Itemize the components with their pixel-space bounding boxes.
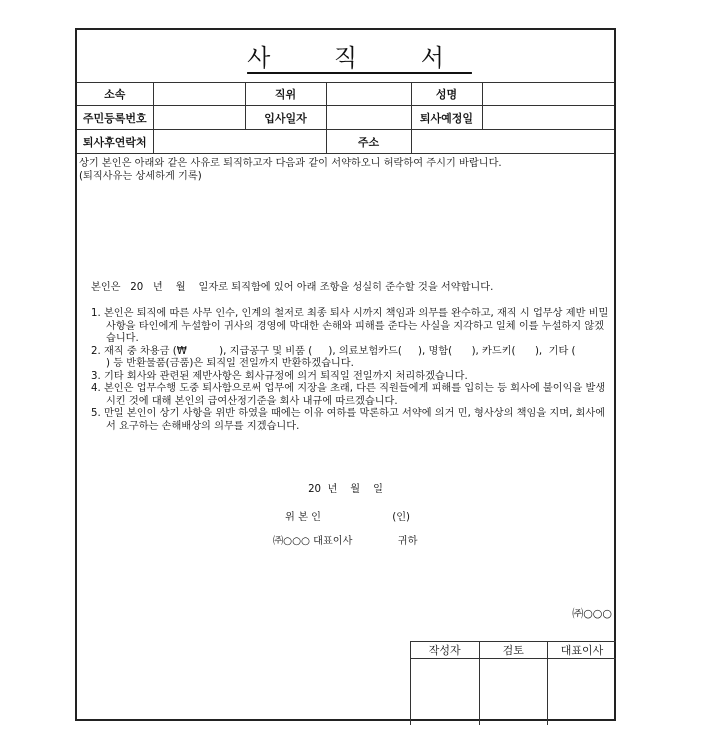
addressee-line: ㈜○○○ 대표이사 귀하 — [273, 536, 418, 547]
intro-note: (퇴직사유는 상세하게 기록) — [79, 170, 202, 182]
planned-leave-field[interactable] — [482, 106, 614, 130]
approval-box — [410, 641, 616, 725]
affiliation-label: 소속 — [77, 82, 153, 106]
pledge-list — [91, 308, 625, 433]
contact-label: 퇴사후연락처 — [77, 130, 153, 154]
approval-ceo-sign[interactable] — [548, 659, 617, 726]
form-title: 사 직 서 — [77, 30, 614, 83]
table-row — [411, 659, 617, 726]
list-item: 2. 재직 중 차용금 (₩ ), 지급공구 및 비품 ( ), 의료보험카드( ), 명함( ), 카드키( ), 기타 ( ) 등 반환물품(금품)은 퇴직일 전일까지 반환하겠습니다. — [91, 345, 625, 369]
list-item: 4. 본인은 업무수행 도중 퇴사함으로써 업무에 지장을 초래, 다른 직원들에게 피해를 입히는 등 회사에 불이익을 발생시킨 것에 대해 본인의 급여산정기준을 회사 내규에 따르겠습니다. — [91, 383, 606, 407]
resident-id-label: 주민등록번호 — [77, 106, 153, 130]
position-field[interactable] — [326, 82, 411, 106]
intro-line: 상기 본인은 아래와 같은 사유로 퇴직하고자 다음과 같이 서약하오니 허락하여 주시기 바랍니다. — [79, 158, 502, 169]
hire-date-label: 입사일자 — [245, 106, 326, 130]
signer-line: 위 본 인 (인) — [285, 512, 411, 523]
resignation-form — [75, 28, 625, 721]
date-line: 20 년 월 일 — [308, 484, 383, 495]
list-item: 1. 본인은 퇴직에 따른 사무 인수, 인계의 철저로 최종 퇴사 시까지 책임과 의무를 완수하고, 재직 시 업무상 제반 비밀사항을 타인에게 누설함이 귀사의 경영에 막대한 손해와 피해를 준다는 사실을 지각하고 일체 이를 누설하지 않겠습니다. — [91, 308, 609, 344]
intro-text — [79, 158, 612, 183]
table-row — [411, 642, 617, 659]
name-label: 성명 — [411, 82, 482, 106]
position-label: 직위 — [245, 82, 326, 106]
planned-leave-label: 퇴사예정일 — [411, 106, 482, 130]
table-row — [77, 106, 614, 130]
address-label: 주소 — [326, 130, 411, 154]
table-row — [77, 82, 614, 106]
oath-sentence: 본인은 20 년 월 일자로 퇴직함에 있어 아래 조항을 성실히 준수할 것을 서약합니다. — [91, 282, 494, 293]
list-item: 3. 기타 회사와 관련된 제반사항은 회사규정에 의거 퇴직일 전일까지 처리하겠습니다. — [91, 370, 468, 382]
info-table — [77, 82, 614, 154]
approval-writer-sign[interactable] — [411, 659, 480, 726]
affiliation-field[interactable] — [153, 82, 245, 106]
company-mark: ㈜○○○ — [572, 607, 612, 620]
address-field[interactable] — [411, 130, 614, 154]
list-item: 5. 만일 본인이 상기 사항을 위반 하였을 때에는 이유 여하를 막론하고 서약에 의거 민, 형사상의 책임을 지며, 회사에서 요구하는 손해배상의 의무를 지겠습니다. — [91, 408, 606, 432]
resident-id-field[interactable] — [153, 106, 245, 130]
approval-review-label: 검토 — [479, 642, 548, 659]
approval-writer-label: 작성자 — [411, 642, 480, 659]
contact-field[interactable] — [153, 130, 326, 154]
hire-date-field[interactable] — [326, 106, 411, 130]
approval-ceo-label: 대표이사 — [548, 642, 617, 659]
approval-review-sign[interactable] — [479, 659, 548, 726]
name-field[interactable] — [482, 82, 614, 106]
table-row — [77, 130, 614, 154]
